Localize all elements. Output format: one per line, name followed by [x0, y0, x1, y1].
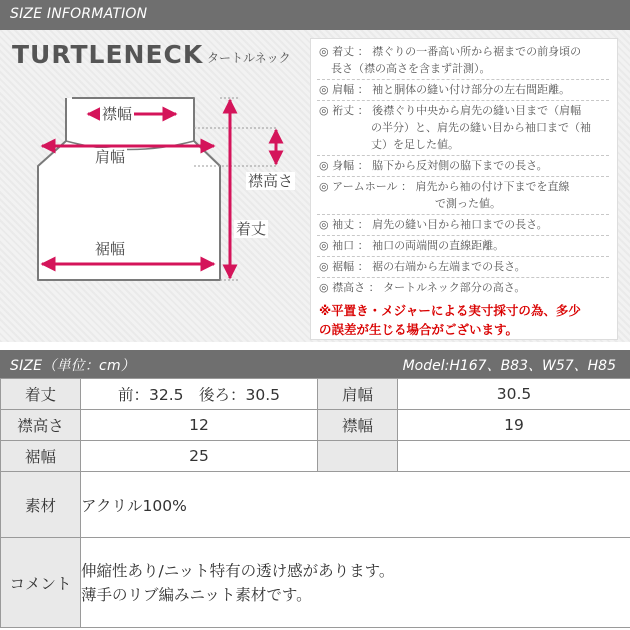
- garment-outline: [38, 98, 220, 280]
- cell-hem-width-label: 裾幅: [1, 441, 81, 472]
- cell-length-label: 着丈: [1, 379, 81, 410]
- definition-armhole: ◎ アームホール ： 肩先から袖の付け下までを直線 で測った値。: [319, 180, 570, 210]
- cell-empty-value: [398, 441, 630, 472]
- comment-value: [81, 538, 630, 628]
- diagram-label-collar-height: 襟高さ: [248, 172, 294, 190]
- cell-length-value: 前：32.5 後ろ：30.5: [81, 379, 318, 410]
- table-row: [1, 441, 630, 472]
- definition-yuki: ◎ 裄丈 ： 後襟ぐり中央から肩先の縫い目まで（肩幅 の半分）と、肩先の縫い目から袖口まで（袖 丈）を足した値。: [319, 104, 591, 151]
- comment-line: 伸縮性あり/ニット特有の透け感があります。: [81, 561, 395, 580]
- cell-collar-height-value: 12: [81, 410, 318, 441]
- size-unit-label: SIZE（単位：cm）: [10, 358, 135, 374]
- model-info: Model:H167、B83、W57、H85: [402, 358, 616, 374]
- definitions-box: [310, 38, 618, 340]
- cell-empty-label: [318, 441, 398, 472]
- definition-cuff: ◎ 袖口 ： 袖口の両端間の直線距離。: [319, 239, 505, 252]
- diagram-label-hem-width: 裾幅: [95, 240, 126, 258]
- definition-body-width: ◎ 身幅 ： 脇下から反対側の脇下までの長さ。: [319, 159, 548, 172]
- garment-diagram: [0, 88, 310, 298]
- definition-length: ◎ 着丈 ： 襟ぐりの一番高い所から裾までの前身頃の 長さ（襟の高さを含まず計測）。: [319, 45, 582, 75]
- comment-line: 薄手のリブ編みニット素材です。: [81, 585, 312, 604]
- size-info-header: [0, 0, 630, 30]
- material-value: アクリル100%: [81, 472, 630, 538]
- table-row-comment: [1, 538, 630, 628]
- size-table-header: [0, 350, 630, 378]
- diagram-label-shoulder-width: 肩幅: [95, 148, 126, 166]
- diagram-label-length: 着丈: [236, 220, 267, 238]
- material-label: 素材: [1, 472, 81, 538]
- comment-label: コメント: [1, 538, 81, 628]
- definition-collar-height: ◎ 襟高さ ： タートルネック部分の高さ。: [319, 281, 526, 294]
- measurement-note: ※平置き・メジャーによる実寸採寸の為、多少 の誤差が生じる場合がございます。: [319, 303, 581, 337]
- product-name: TURTLENECK: [12, 40, 204, 69]
- cell-collar-width-value: 19: [398, 410, 630, 441]
- diagram-label-collar-width: 襟幅: [102, 105, 133, 123]
- cell-collar-width-label: 襟幅: [318, 410, 398, 441]
- cell-hem-width-value: 25: [81, 441, 318, 472]
- table-row: [1, 410, 630, 441]
- table-row-material: [1, 472, 630, 538]
- product-name-kana: タートルネック: [207, 51, 291, 65]
- definition-sleeve-length: ◎ 袖丈 ： 肩先の縫い目から袖口までの長さ。: [319, 218, 548, 231]
- definition-hem-width: ◎ 裾幅 ： 裾の右端から左端までの長さ。: [319, 260, 526, 273]
- definition-shoulder-width: ◎ 肩幅 ： 袖と胴体の縫い付け部分の左右間距離。: [319, 83, 571, 96]
- cell-shoulder-value: 30.5: [398, 379, 630, 410]
- cell-shoulder-label: 肩幅: [318, 379, 398, 410]
- size-table: [0, 378, 630, 628]
- table-row: [1, 379, 630, 410]
- size-info-title: SIZE INFORMATION: [10, 6, 148, 22]
- cell-collar-height-label: 襟高さ: [1, 410, 81, 441]
